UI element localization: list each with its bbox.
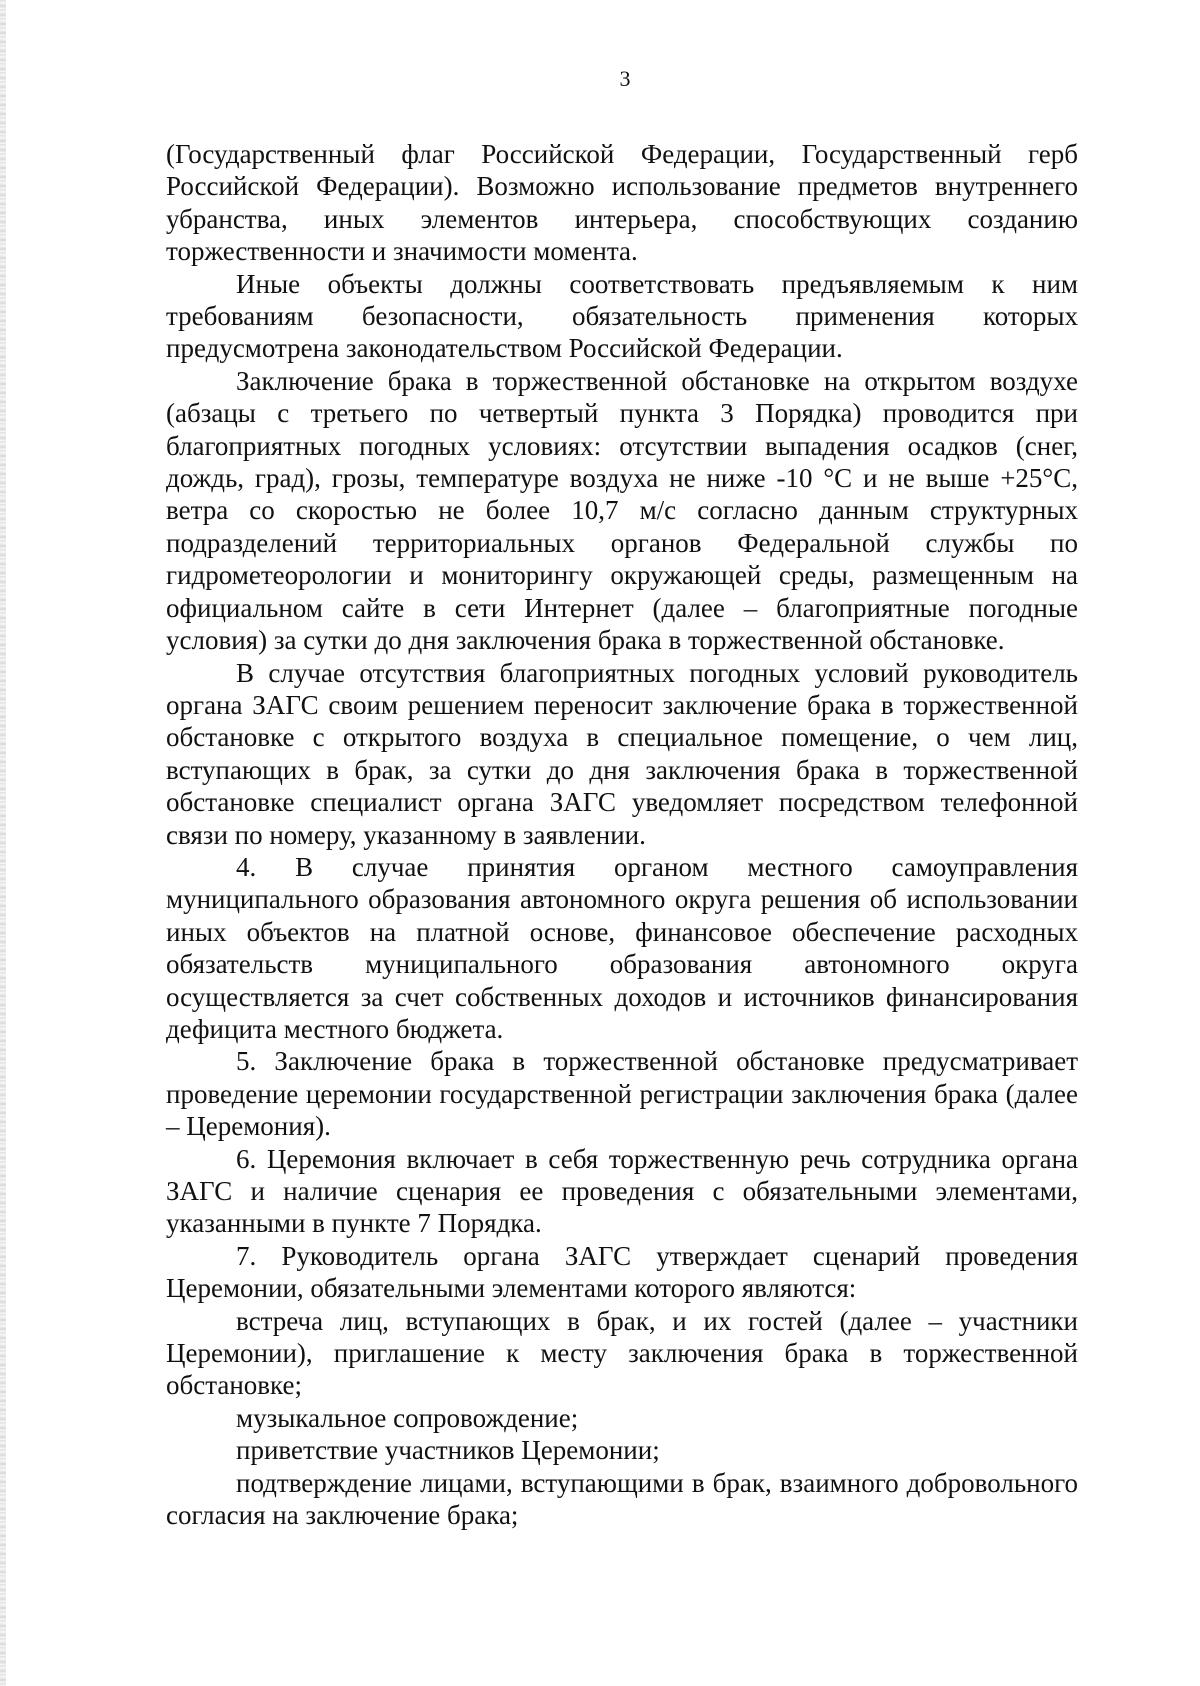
paragraph: Иные объекты должны соответствовать предъявляемым к ним требованиям безопасности, обязательность применения которых предусмотрена законодательством Российской Федерации. [166,268,1078,364]
scan-edge [0,0,6,1686]
list-element: музыкальное сопровождение; [236,1402,579,1433]
paragraph: В случае отсутствия благоприятных погодных условий руководитель органа ЗАГС своим решением переносит заключение брака в торжественной обстановке с открытого воздуха в специальное помещение, о чем лиц, вступающих в брак, за сутки до дня заключения брака в торжественной обстановке специалист органа ЗАГС уведомляет посредством телефонной связи по номеру, указанному в заявлении. [166,657,1078,850]
document-body [166,138,1078,1531]
paragraph-item-5: 5. Заключение брака в торжественной обстановке предусматривает проведение церемонии государственной регистрации заключения брака (далее – Церемония). [166,1046,1078,1142]
paragraph-item-4: 4. В случае принятия органом местного самоуправления муниципального образования автономного округа решения об использовании иных объектов на платной основе, финансовое обеспечение расходных обязательств муниципального образования автономного округа осуществляется за счет собственных доходов и источников финансирования дефицита местного бюджета. [166,851,1078,1044]
page-number: 3 [619,66,631,91]
list-element: встреча лиц, вступающих в брак, и их гостей (далее – участники Церемонии), приглашение к месту заключения брака в торжественной обстановке; [166,1305,1078,1401]
paragraph: Заключение брака в торжественной обстановке на открытом воздухе (абзацы с третьего по четвертый пункта 3 Порядка) проводится при благоприятных погодных условиях: отсутствии выпадения осадков (снег, дождь, град), грозы, температуре воздуха не ниже -10 °С и не выше +25°С, ветра со скоростью не более 10,7 м/с согласно данным структурных подразделений территориальных органов Федеральной службы по гидрометеорологии и мониторингу окружающей среды, размещенным на официальном сайте в сети Интернет (далее – благоприятные погодные условия) за сутки до дня заключения брака в торжественной обстановке. [166,365,1078,656]
paragraph-item-7: 7. Руководитель органа ЗАГС утверждает сценарий проведения Церемонии, обязательными элементами которого являются: [166,1240,1078,1304]
list-element: подтверждение лицами, вступающими в брак, взаимного добровольного согласия на заключение брака; [166,1467,1078,1531]
list-element: приветствие участников Церемонии; [236,1435,660,1466]
paragraph-item-6: 6. Церемония включает в себя торжественную речь сотрудника органа ЗАГС и наличие сценария ее проведения с обязательными элементами, указанными в пункте 7 Порядка. [166,1143,1078,1239]
paragraph-continuation: (Государственный флаг Российской Федерации, Государственный герб Российской Федерации). Возможно использование предметов внутреннего убранства, иных элементов интерьера, способствующих созданию торжественности и значимости момента. [166,139,1078,267]
